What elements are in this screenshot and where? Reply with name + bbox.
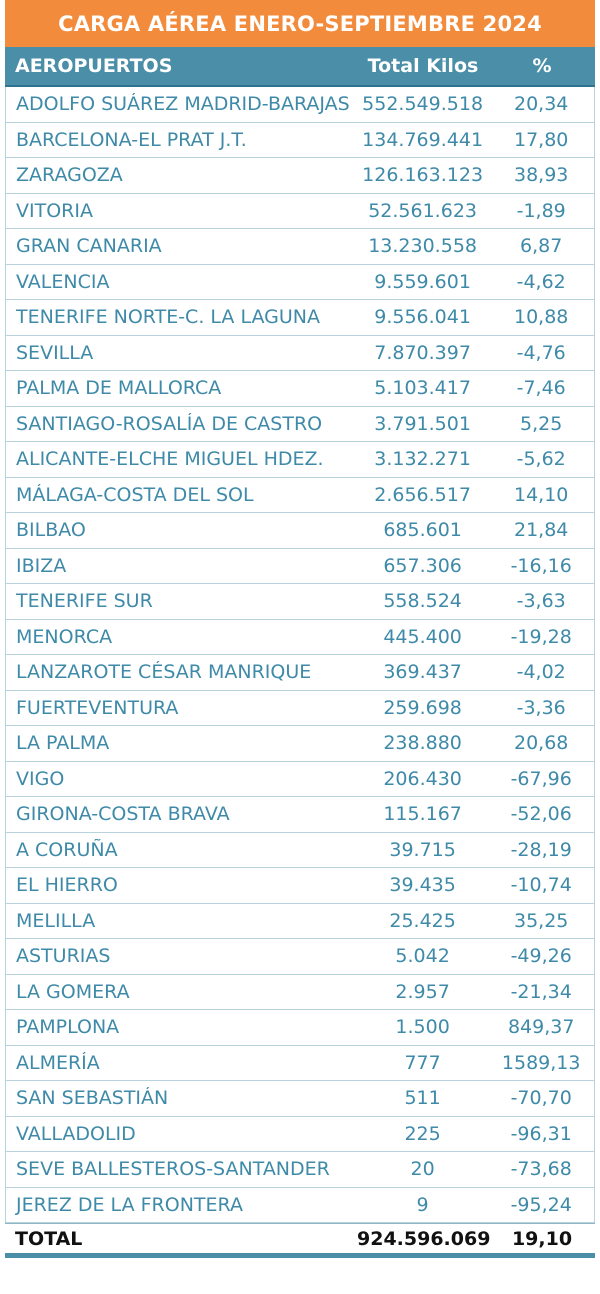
- percent-cell: -70,70: [510, 1087, 572, 1110]
- percent-cell: -1,89: [516, 199, 566, 222]
- total-kilos-cell: 657.306: [383, 554, 462, 577]
- percent-cell: -52,06: [510, 803, 572, 826]
- percent-cell: 20,34: [513, 93, 569, 116]
- total-kilos-cell: 25.425: [389, 909, 456, 932]
- total-kilos-cell: 126.163.123: [362, 164, 484, 187]
- table-row: [6, 194, 594, 230]
- airport-name: TENERIFE SUR: [16, 590, 153, 613]
- airport-name: TENERIFE NORTE-C. LA LAGUNA: [16, 306, 320, 329]
- table-row: [6, 1081, 594, 1117]
- total-kilos-cell: 5.042: [395, 945, 450, 968]
- table-row: [6, 265, 594, 301]
- total-kilos-cell: 685.601: [383, 519, 462, 542]
- percent-cell: -5,62: [516, 448, 566, 471]
- airport-name: ADOLFO SUÁREZ MADRID-BARAJAS: [16, 93, 350, 116]
- table-row: [6, 1188, 594, 1224]
- percent-cell: 20,68: [513, 732, 569, 755]
- table-row: [6, 336, 594, 372]
- airport-name: JEREZ DE LA FRONTERA: [16, 1193, 243, 1216]
- airport-name: GIRONA-COSTA BRAVA: [16, 803, 230, 826]
- total-kilos-cell: 9.559.601: [374, 270, 471, 293]
- percent-cell: -19,28: [510, 625, 572, 648]
- airport-name: LA GOMERA: [16, 980, 130, 1003]
- table-row: [6, 87, 594, 123]
- total-kilos-cell: 3.791.501: [374, 412, 471, 435]
- total-kilos-cell: 511: [404, 1087, 441, 1110]
- airport-name: MENORCA: [16, 625, 113, 648]
- airport-name: VITORIA: [16, 199, 93, 222]
- total-label: TOTAL: [15, 1227, 83, 1250]
- percent-cell: -3,63: [516, 590, 566, 613]
- total-kilos-cell: 2.656.517: [374, 483, 471, 506]
- total-kilos-cell: 9.556.041: [374, 306, 471, 329]
- total-kilos-cell: 552.549.518: [362, 93, 484, 116]
- table-row: [6, 1010, 594, 1046]
- airport-name: LA PALMA: [16, 732, 110, 755]
- airport-name: IBIZA: [16, 554, 67, 577]
- total-kilos-cell: 39.715: [389, 838, 456, 861]
- total-kilos-cell: 259.698: [383, 696, 462, 719]
- total-kilos-cell: 20: [410, 1158, 435, 1181]
- airport-name: MÁLAGA-COSTA DEL SOL: [16, 483, 254, 506]
- table-row: [6, 833, 594, 869]
- total-kilos-cell: 206.430: [383, 767, 462, 790]
- total-percent: 19,10: [511, 1227, 573, 1250]
- percent-cell: -21,34: [510, 980, 572, 1003]
- airport-name: FUERTEVENTURA: [16, 696, 179, 719]
- percent-cell: -7,46: [516, 377, 566, 400]
- airport-name: VALLADOLID: [16, 1122, 136, 1145]
- table-row: [6, 904, 594, 940]
- airport-name: BARCELONA-EL PRAT J.T.: [16, 128, 247, 151]
- percent-cell: 21,84: [513, 519, 569, 542]
- table-header: [5, 47, 595, 87]
- total-kilos-cell: 39.435: [389, 874, 456, 897]
- airport-name: SANTIAGO-ROSALÍA DE CASTRO: [16, 412, 323, 435]
- percent-cell: -3,36: [516, 696, 566, 719]
- header-total-kilos: Total Kilos: [367, 55, 479, 77]
- percent-cell: 10,88: [513, 306, 569, 329]
- table-row: [6, 371, 594, 407]
- total-kilos-cell: 7.870.397: [374, 341, 471, 364]
- percent-cell: -67,96: [510, 767, 572, 790]
- total-kilos-cell: 777: [404, 1051, 441, 1074]
- airport-name: PALMA DE MALLORCA: [16, 377, 222, 400]
- airport-name: SEVILLA: [16, 341, 94, 364]
- percent-cell: -96,31: [510, 1122, 572, 1145]
- table-body: [5, 87, 595, 1223]
- airport-name: MELILLA: [16, 909, 96, 932]
- total-kilos-cell: 115.167: [383, 803, 462, 826]
- airport-name: ALMERÍA: [16, 1051, 100, 1074]
- table-row: [6, 229, 594, 265]
- total-kilos-cell: 1.500: [395, 1016, 450, 1039]
- table-row: [6, 1046, 594, 1082]
- table-row: [6, 1152, 594, 1188]
- table-row: [6, 478, 594, 514]
- table-row: [6, 549, 594, 585]
- airport-name: ALICANTE-ELCHE MIGUEL HDEZ.: [16, 448, 324, 471]
- airport-name: EL HIERRO: [16, 874, 118, 897]
- percent-cell: -4,02: [516, 661, 566, 684]
- percent-cell: -4,62: [516, 270, 566, 293]
- table-row: [6, 975, 594, 1011]
- table-row: [6, 726, 594, 762]
- total-kilos: 924.596.069: [357, 1227, 491, 1250]
- table-row: [6, 407, 594, 443]
- percent-cell: -73,68: [510, 1158, 572, 1181]
- percent-cell: 5,25: [520, 412, 563, 435]
- percent-cell: 14,10: [513, 483, 569, 506]
- table-row: [6, 300, 594, 336]
- airport-name: PAMPLONA: [16, 1016, 120, 1039]
- table-row: [6, 797, 594, 833]
- table-row: [6, 620, 594, 656]
- table-row: [6, 1117, 594, 1153]
- percent-cell: 1589,13: [501, 1051, 581, 1074]
- header-airports: AEROPUERTOS: [15, 55, 173, 77]
- total-kilos-cell: 3.132.271: [374, 448, 471, 471]
- airport-name: GRAN CANARIA: [16, 235, 162, 258]
- airport-name: ASTURIAS: [16, 945, 111, 968]
- cargo-table: [5, 0, 595, 1294]
- total-row: [5, 1223, 595, 1258]
- airport-name: VIGO: [16, 767, 65, 790]
- header-percent: %: [532, 55, 552, 77]
- airport-name: SEVE BALLESTEROS-SANTANDER: [16, 1158, 330, 1181]
- percent-cell: -49,26: [510, 945, 572, 968]
- table-title: CARGA AÉREA ENERO-SEPTIEMBRE 2024: [5, 0, 595, 47]
- airport-name: BILBAO: [16, 519, 86, 542]
- percent-cell: 6,87: [520, 235, 563, 258]
- total-kilos-cell: 558.524: [383, 590, 462, 613]
- percent-cell: 849,37: [507, 1016, 575, 1039]
- table-row: [6, 123, 594, 159]
- table-row: [6, 158, 594, 194]
- airport-name: A CORUÑA: [16, 838, 118, 861]
- table-row: [6, 939, 594, 975]
- percent-cell: -28,19: [510, 838, 572, 861]
- table-row: [6, 513, 594, 549]
- airport-name: LANZAROTE CÉSAR MANRIQUE: [16, 661, 312, 684]
- percent-cell: 17,80: [513, 128, 569, 151]
- total-kilos-cell: 134.769.441: [362, 128, 484, 151]
- percent-cell: 38,93: [513, 164, 569, 187]
- table-row: [6, 691, 594, 727]
- percent-cell: -16,16: [510, 554, 572, 577]
- table-row: [6, 868, 594, 904]
- total-kilos-cell: 2.957: [395, 980, 450, 1003]
- total-kilos-cell: 9: [416, 1193, 429, 1216]
- airport-name: VALENCIA: [16, 270, 110, 293]
- table-row: [6, 762, 594, 798]
- table-row: [6, 655, 594, 691]
- total-kilos-cell: 238.880: [383, 732, 462, 755]
- total-kilos-cell: 369.437: [383, 661, 462, 684]
- percent-cell: -4,76: [516, 341, 566, 364]
- total-kilos-cell: 445.400: [383, 625, 462, 648]
- total-kilos-cell: 225: [404, 1122, 441, 1145]
- table-row: [6, 442, 594, 478]
- percent-cell: 35,25: [513, 909, 569, 932]
- percent-cell: -10,74: [510, 874, 572, 897]
- total-kilos-cell: 5.103.417: [374, 377, 471, 400]
- total-kilos-cell: 52.561.623: [368, 199, 477, 222]
- airport-name: ZARAGOZA: [16, 164, 123, 187]
- percent-cell: -95,24: [510, 1193, 572, 1216]
- airport-name: SAN SEBASTIÁN: [16, 1087, 169, 1110]
- table-row: [6, 584, 594, 620]
- total-kilos-cell: 13.230.558: [368, 235, 477, 258]
